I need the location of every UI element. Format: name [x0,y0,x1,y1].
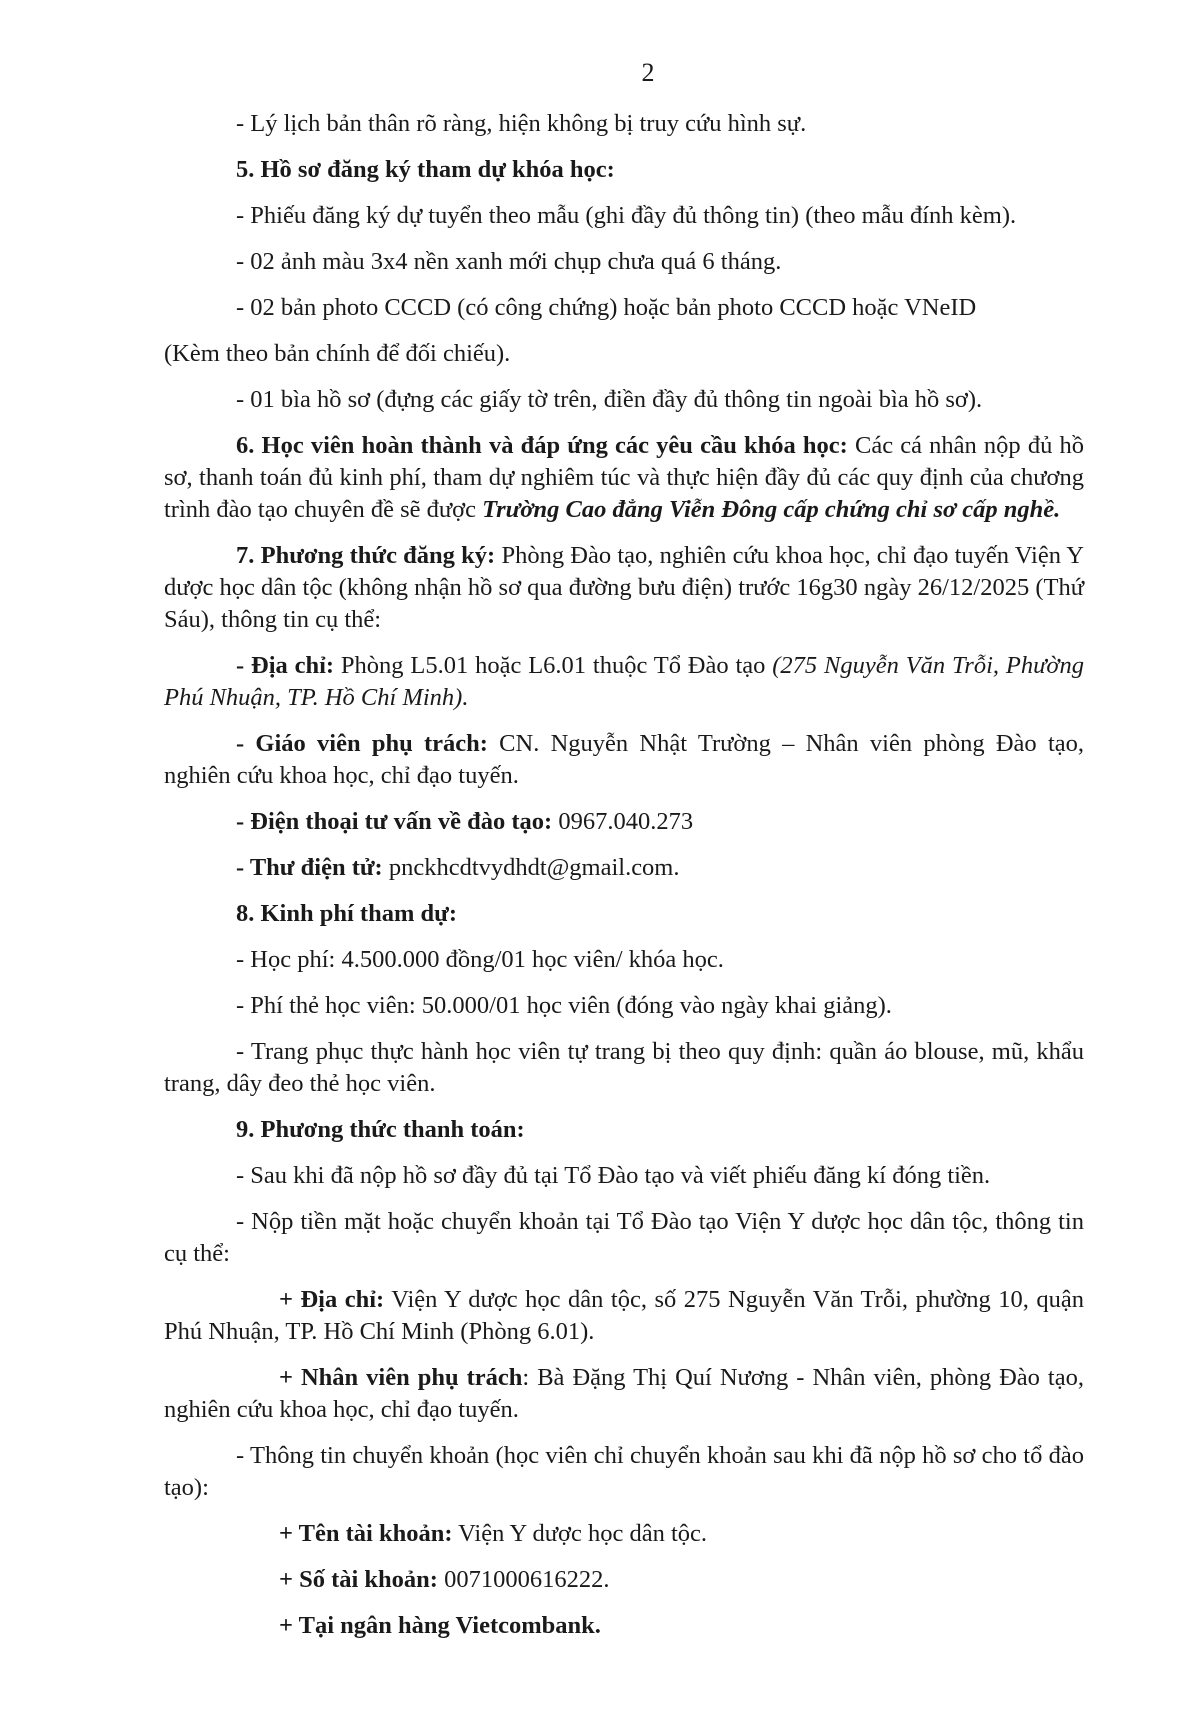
s7-teacher-label: - Giáo viên phụ trách: [236,730,488,757]
s9-account-number-text: 0071000616222. [437,1566,610,1593]
page-number: 2 [641,58,655,87]
section-8-heading: 8. Kinh phí tham dự: [236,900,457,927]
s7-email [164,852,1084,884]
s8-item-1: - Học phí: 4.500.000 đồng/01 học viên/ khóa học. [236,946,724,973]
s9-account-name [164,1518,1084,1550]
section-7-heading: 7. Phương thức đăng ký: [236,542,496,569]
s7-phone [164,806,1084,838]
section-7-text: Phòng Đào tạo, nghiên cứu khoa học, chỉ đạo tuyến Viện Y dược học dân tộc (không nhận hồ sơ qua đường bưu điện) trước 16g30 ngày 26/12/2025 (Thứ Sáu), thông tin cụ thể: [164,542,1084,633]
s9-transfer: - Thông tin chuyển khoản (học viên chỉ chuyển khoản sau khi đã nộp hồ sơ cho tổ đào tạo): [164,1442,1084,1501]
s9-staff-text: : Bà Đặng Thị Quí Nương - Nhân viên, phòng Đào tạo, nghiên cứu khoa học, chỉ đạo tuyến. [164,1364,1084,1423]
section-6-paragraph [164,430,1084,526]
s5-item-3b: (Kèm theo bản chính để đối chiếu). [164,340,511,367]
s7-address-text: Phòng L5.01 hoặc L6.01 thuộc Tổ Đào tạo [334,652,773,679]
s7-phone-label: - Điện thoại tư vấn về đào tạo: [236,808,553,835]
s7-teacher [164,728,1084,792]
s5-item-4: - 01 bìa hồ sơ (đựng các giấy tờ trên, điền đầy đủ thông tin ngoài bìa hồ sơ). [236,386,983,413]
section-5-heading: 5. Hồ sơ đăng ký tham dự khóa học: [236,156,615,183]
s9-account-name-text: Viện Y dược học dân tộc. [452,1520,707,1547]
s9-item-1: - Sau khi đã nộp hồ sơ đầy đủ tại Tổ Đào tạo và viết phiếu đăng kí đóng tiền. [236,1162,991,1189]
s9-bank: + Tại ngân hàng Vietcombank. [279,1612,601,1639]
s7-address-emphasis: (275 Nguyễn Văn Trỗi, Phường Phú Nhuận, TP. Hồ Chí Minh). [164,652,1085,711]
requirement-line: - Lý lịch bản thân rõ ràng, hiện không bị truy cứu hình sự. [236,110,807,137]
s9-item-2: - Nộp tiền mặt hoặc chuyển khoản tại Tổ Đào tạo Viện Y dược học dân tộc, thông tin cụ thể: [164,1208,1084,1267]
s5-item-3a: - 02 bản photo CCCD (có công chứng) hoặc bản photo CCCD hoặc VNeID [236,294,977,321]
section-6-emphasis: Trường Cao đẳng Viễn Đông cấp chứng chỉ sơ cấp nghề. [482,496,1061,523]
s9-account-name-label: + Tên tài khoản: [279,1520,453,1547]
s9-account-number-label: + Số tài khoản: [279,1566,438,1593]
s9-address-label: + Địa chỉ: [279,1286,385,1313]
s7-phone-text: 0967.040.273 [552,808,694,835]
section-7-paragraph [164,540,1084,636]
s9-staff [164,1362,1084,1426]
s7-address-label: - Địa chỉ: [236,652,335,679]
s7-email-label: - Thư điện tử: [236,854,383,881]
s7-address [164,650,1084,714]
s8-item-2: - Phí thẻ học viên: 50.000/01 học viên (đóng vào ngày khai giảng). [236,992,892,1019]
section-6-heading: 6. Học viên hoàn thành và đáp ứng các yêu cầu khóa học: [236,432,848,459]
s9-account-number [164,1564,1084,1596]
s9-staff-label: + Nhân viên phụ trách [279,1364,523,1391]
s7-email-text: pnckhcdtvydhdt@gmail.com. [382,854,680,881]
section-9-heading: 9. Phương thức thanh toán: [236,1116,525,1143]
s5-item-1: - Phiếu đăng ký dự tuyển theo mẫu (ghi đầy đủ thông tin) (theo mẫu đính kèm). [236,202,1017,229]
s9-address [164,1284,1084,1348]
s5-item-2: - 02 ảnh màu 3x4 nền xanh mới chụp chưa quá 6 tháng. [236,248,782,275]
s8-item-3: - Trang phục thực hành học viên tự trang bị theo quy định: quần áo blouse, mũ, khẩu trang, dây đeo thẻ học viên. [164,1038,1084,1097]
section-6-text: Các cá nhân nộp đủ hồ sơ, thanh toán đủ kinh phí, tham dự nghiêm túc và thực hiện đầy đủ các quy định của chương trình đào tạo chuyên đề sẽ được [164,432,1085,523]
s7-teacher-text: CN. Nguyễn Nhật Trường – Nhân viên phòng Đào tạo, nghiên cứu khoa học, chỉ đạo tuyến. [164,730,1084,789]
s9-address-text: Viện Y dược học dân tộc, số 275 Nguyễn Văn Trỗi, phường 10, quận Phú Nhuận, TP. Hồ Chí Minh (Phòng 6.01). [164,1286,1084,1345]
